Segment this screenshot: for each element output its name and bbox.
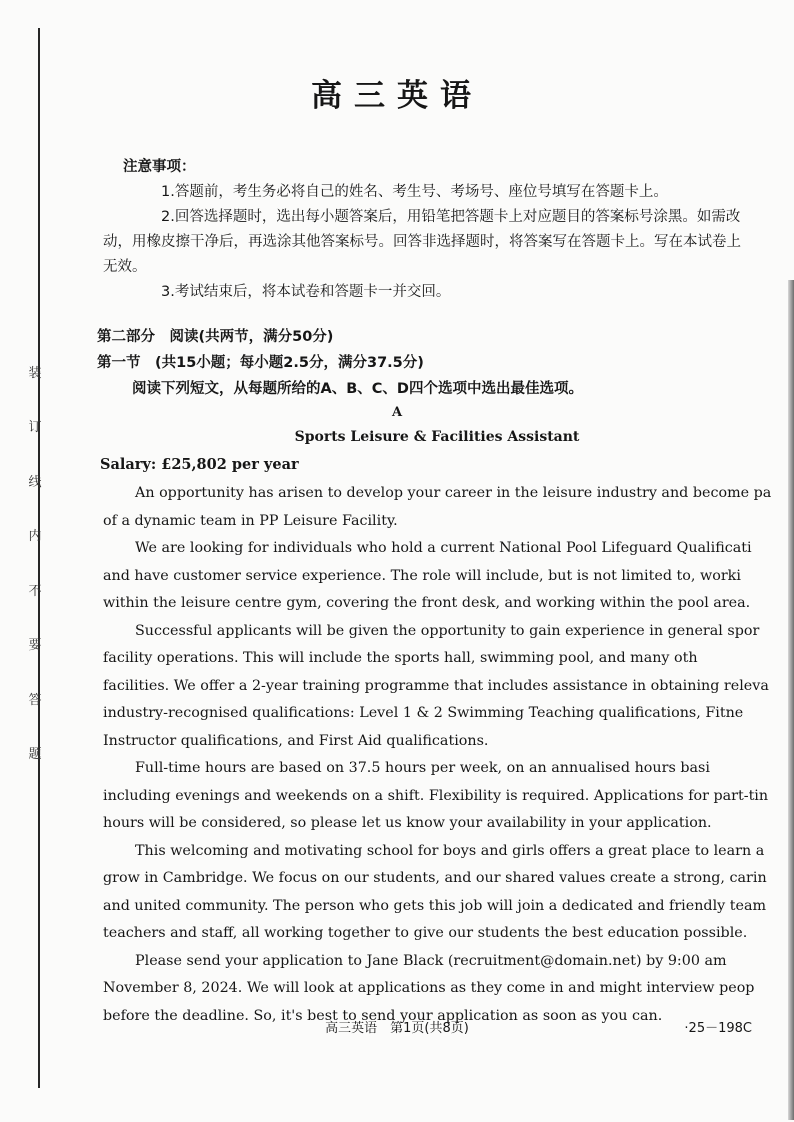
- binding-margin-text: [26, 362, 44, 762]
- passage-line: An opportunity has arisen to develop your career in the leisure industry and become pa: [135, 485, 772, 501]
- salary-line: Salary: £25,802 per year: [100, 456, 299, 473]
- passage-line: facilities. We offer a 2-year training programme that includes assistance in obtaining releva: [103, 677, 769, 694]
- passage-line: Instructor qualifications, and First Aid qualifications.: [103, 732, 489, 749]
- passage-line: Please send your application to Jane Black (recruitment@domain.net) by 9:00 am: [135, 952, 727, 969]
- notice-item: 3.考试结束后，将本试卷和答题卡一并交回。: [161, 284, 451, 300]
- part2-header: [97, 324, 737, 402]
- binding-char: 要: [28, 638, 42, 654]
- passage-line: Successful applicants will be given the opportunity to gain experience in general spor: [135, 622, 760, 639]
- passage-title: Sports Leisure & Facilities Assistant: [294, 429, 580, 445]
- notice-heading: 注意事项：: [123, 159, 196, 175]
- passage-label: A: [391, 405, 403, 420]
- passage-line: Full-time hours are based on 37.5 hours per week, on an annualised hours basi: [135, 760, 710, 776]
- section1-heading: 第一节 (共15小题；每小题2.5分，满分37.5分): [97, 355, 424, 371]
- exam-title: 高三英语: [311, 78, 483, 114]
- notice-item: 1.答题前，考生务必将自己的姓名、考生号、考场号、座位号填写在答题卡上。: [161, 184, 668, 200]
- passage-line: within the leisure centre gym, covering the front desk, and working within the pool area.: [103, 595, 751, 611]
- passage-line: We are looking for individuals who hold a current National Pool Lifeguard Qualificati: [135, 540, 752, 556]
- binding-char: 题: [28, 746, 42, 762]
- passage-line: and have customer service experience. The role will include, but is not limited to, worki: [103, 567, 741, 584]
- passage-line: including evenings and weekends on a shift. Flexibility is required. Applications for part-tin: [103, 787, 769, 804]
- exam-code: ·25－198C: [684, 1021, 752, 1036]
- binding-char: 内: [28, 529, 42, 545]
- passage-line: before the deadline. So, it's best to send your application as soon as you can.: [103, 1007, 663, 1024]
- passage-line: November 8, 2024. We will look at applications as they come in and might interview peop: [103, 980, 755, 996]
- page-footer: 高三英语 第1页(共8页): [325, 1021, 469, 1036]
- passage-body: [103, 480, 794, 1030]
- binding-char: 订: [28, 420, 42, 436]
- notice-item: 2.回答选择题时，选出每小题答案后，用铅笔把答题卡上对应题目的答案标号涂黑。如需改动，用橡皮擦干净后，再选涂其他答案标号。回答非选择题时，将答案写在答题卡上。写在本试卷上无效。: [103, 209, 741, 275]
- passage-line: This welcoming and motivating school for boys and girls offers a great place to learn a: [135, 842, 765, 859]
- part2-heading: 第二部分 阅读(共两节，满分50分): [97, 329, 334, 345]
- passage-line: grow in Cambridge. We focus on our students, and our shared values create a strong, carin: [103, 870, 767, 886]
- binding-char: 答: [28, 692, 42, 708]
- passage-line: facility operations. This will include the sports hall, swimming pool, and many oth: [103, 650, 698, 666]
- binding-char: 不: [28, 583, 42, 599]
- passage-line: industry-recognised qualifications: Level 1 & 2 Swimming Teaching qualifications, Fitne: [103, 705, 744, 721]
- notice-section: [103, 155, 743, 305]
- passage-line: hours will be considered, so please let us know your availability in your application.: [103, 815, 712, 831]
- binding-char: 线: [28, 474, 42, 490]
- binding-char: 装: [28, 366, 42, 381]
- passage-line: and united community. The person who gets this job will join a dedicated and friendly team: [103, 897, 767, 914]
- reading-instruction: 阅读下列短文，从每题所给的A、B、C、D四个选项中选出最佳选项。: [132, 381, 583, 397]
- passage-line: of a dynamic team in PP Leisure Facility.: [103, 512, 398, 529]
- passage-line: teachers and staff, all working together to give our students the best education possible.: [103, 925, 748, 941]
